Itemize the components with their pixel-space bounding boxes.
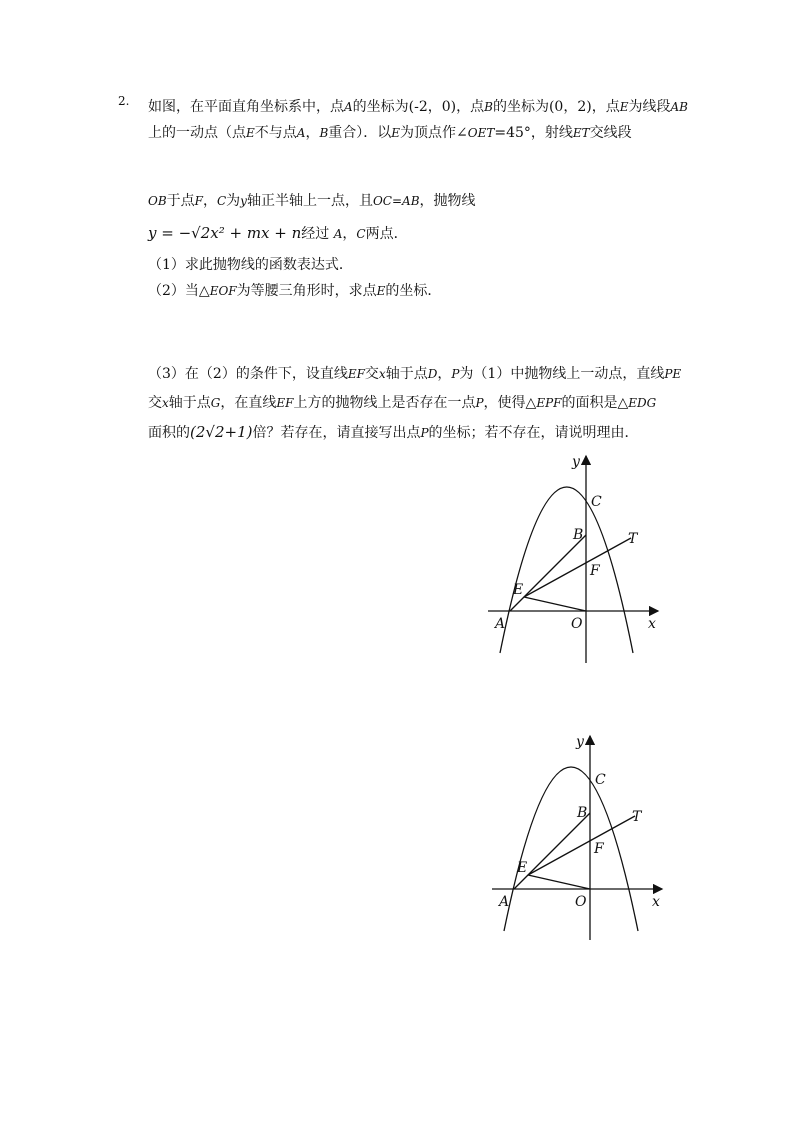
label-T: T [628,531,638,547]
question-line-3: y = −√2x² + mx + n经过 A，C两点． [148,224,408,242]
label-C: C [591,494,602,510]
question-intro: 如图，在平面直角坐标系中，点A的坐标为(-2，0)，点B的坐标为(0，2)，点E为线段AB上的一动点（点E不与点A，B重合）．以E为顶点作∠OET=45°，射线ET交线段 [148,99,688,141]
label-y: y [576,734,584,750]
parabola-formula: y = −√2x² + mx + n [148,224,302,242]
label-E: E [517,860,528,876]
coordinate-figure-1 [483,448,673,672]
part-2: （2）当△EOF为等腰三角形时，求点E的坐标． [148,283,442,299]
segment-AB [514,813,590,889]
ray-ET [524,538,631,597]
label-E: E [513,582,524,598]
label-T: T [632,809,642,825]
part-3: （3）在（2）的条件下，设直线EF交x轴于点D，P为（1）中抛物线上一动点，直线PE 交x轴于点G，在直线EF上方的抛物线上是否存在一点P，使得△EPF的面积是△EDG 面积的(2√2+1)倍？若存在，请直接写出点P的坐标；若不存在，请说明理由． [148,366,682,441]
label-x: x [648,616,656,632]
part-1: （1）求此抛物线的函数表达式． [148,257,353,273]
label-y: y [572,454,580,470]
label-O: O [575,894,587,910]
label-B: B [573,527,584,543]
ray-ET [528,816,635,875]
coordinate-figure-2 [483,728,673,952]
segment-EO [528,875,590,889]
segment-AB [510,535,586,611]
label-C: C [595,772,606,788]
parabola [500,487,633,653]
figure-svg [483,728,673,948]
segment-EO [524,597,586,611]
question-line-2: OB于点F，C为y轴正半轴上一点，且OC=AB，抛物线 [148,193,476,209]
parabola [504,767,638,931]
label-F: F [590,563,600,579]
label-F: F [594,841,604,857]
question-number: 2. [118,94,130,108]
label-A: A [499,894,510,910]
label-A: A [495,616,506,632]
figure-svg [483,448,673,668]
label-x: x [652,894,660,910]
label-O: O [571,616,583,632]
label-B: B [577,805,588,821]
